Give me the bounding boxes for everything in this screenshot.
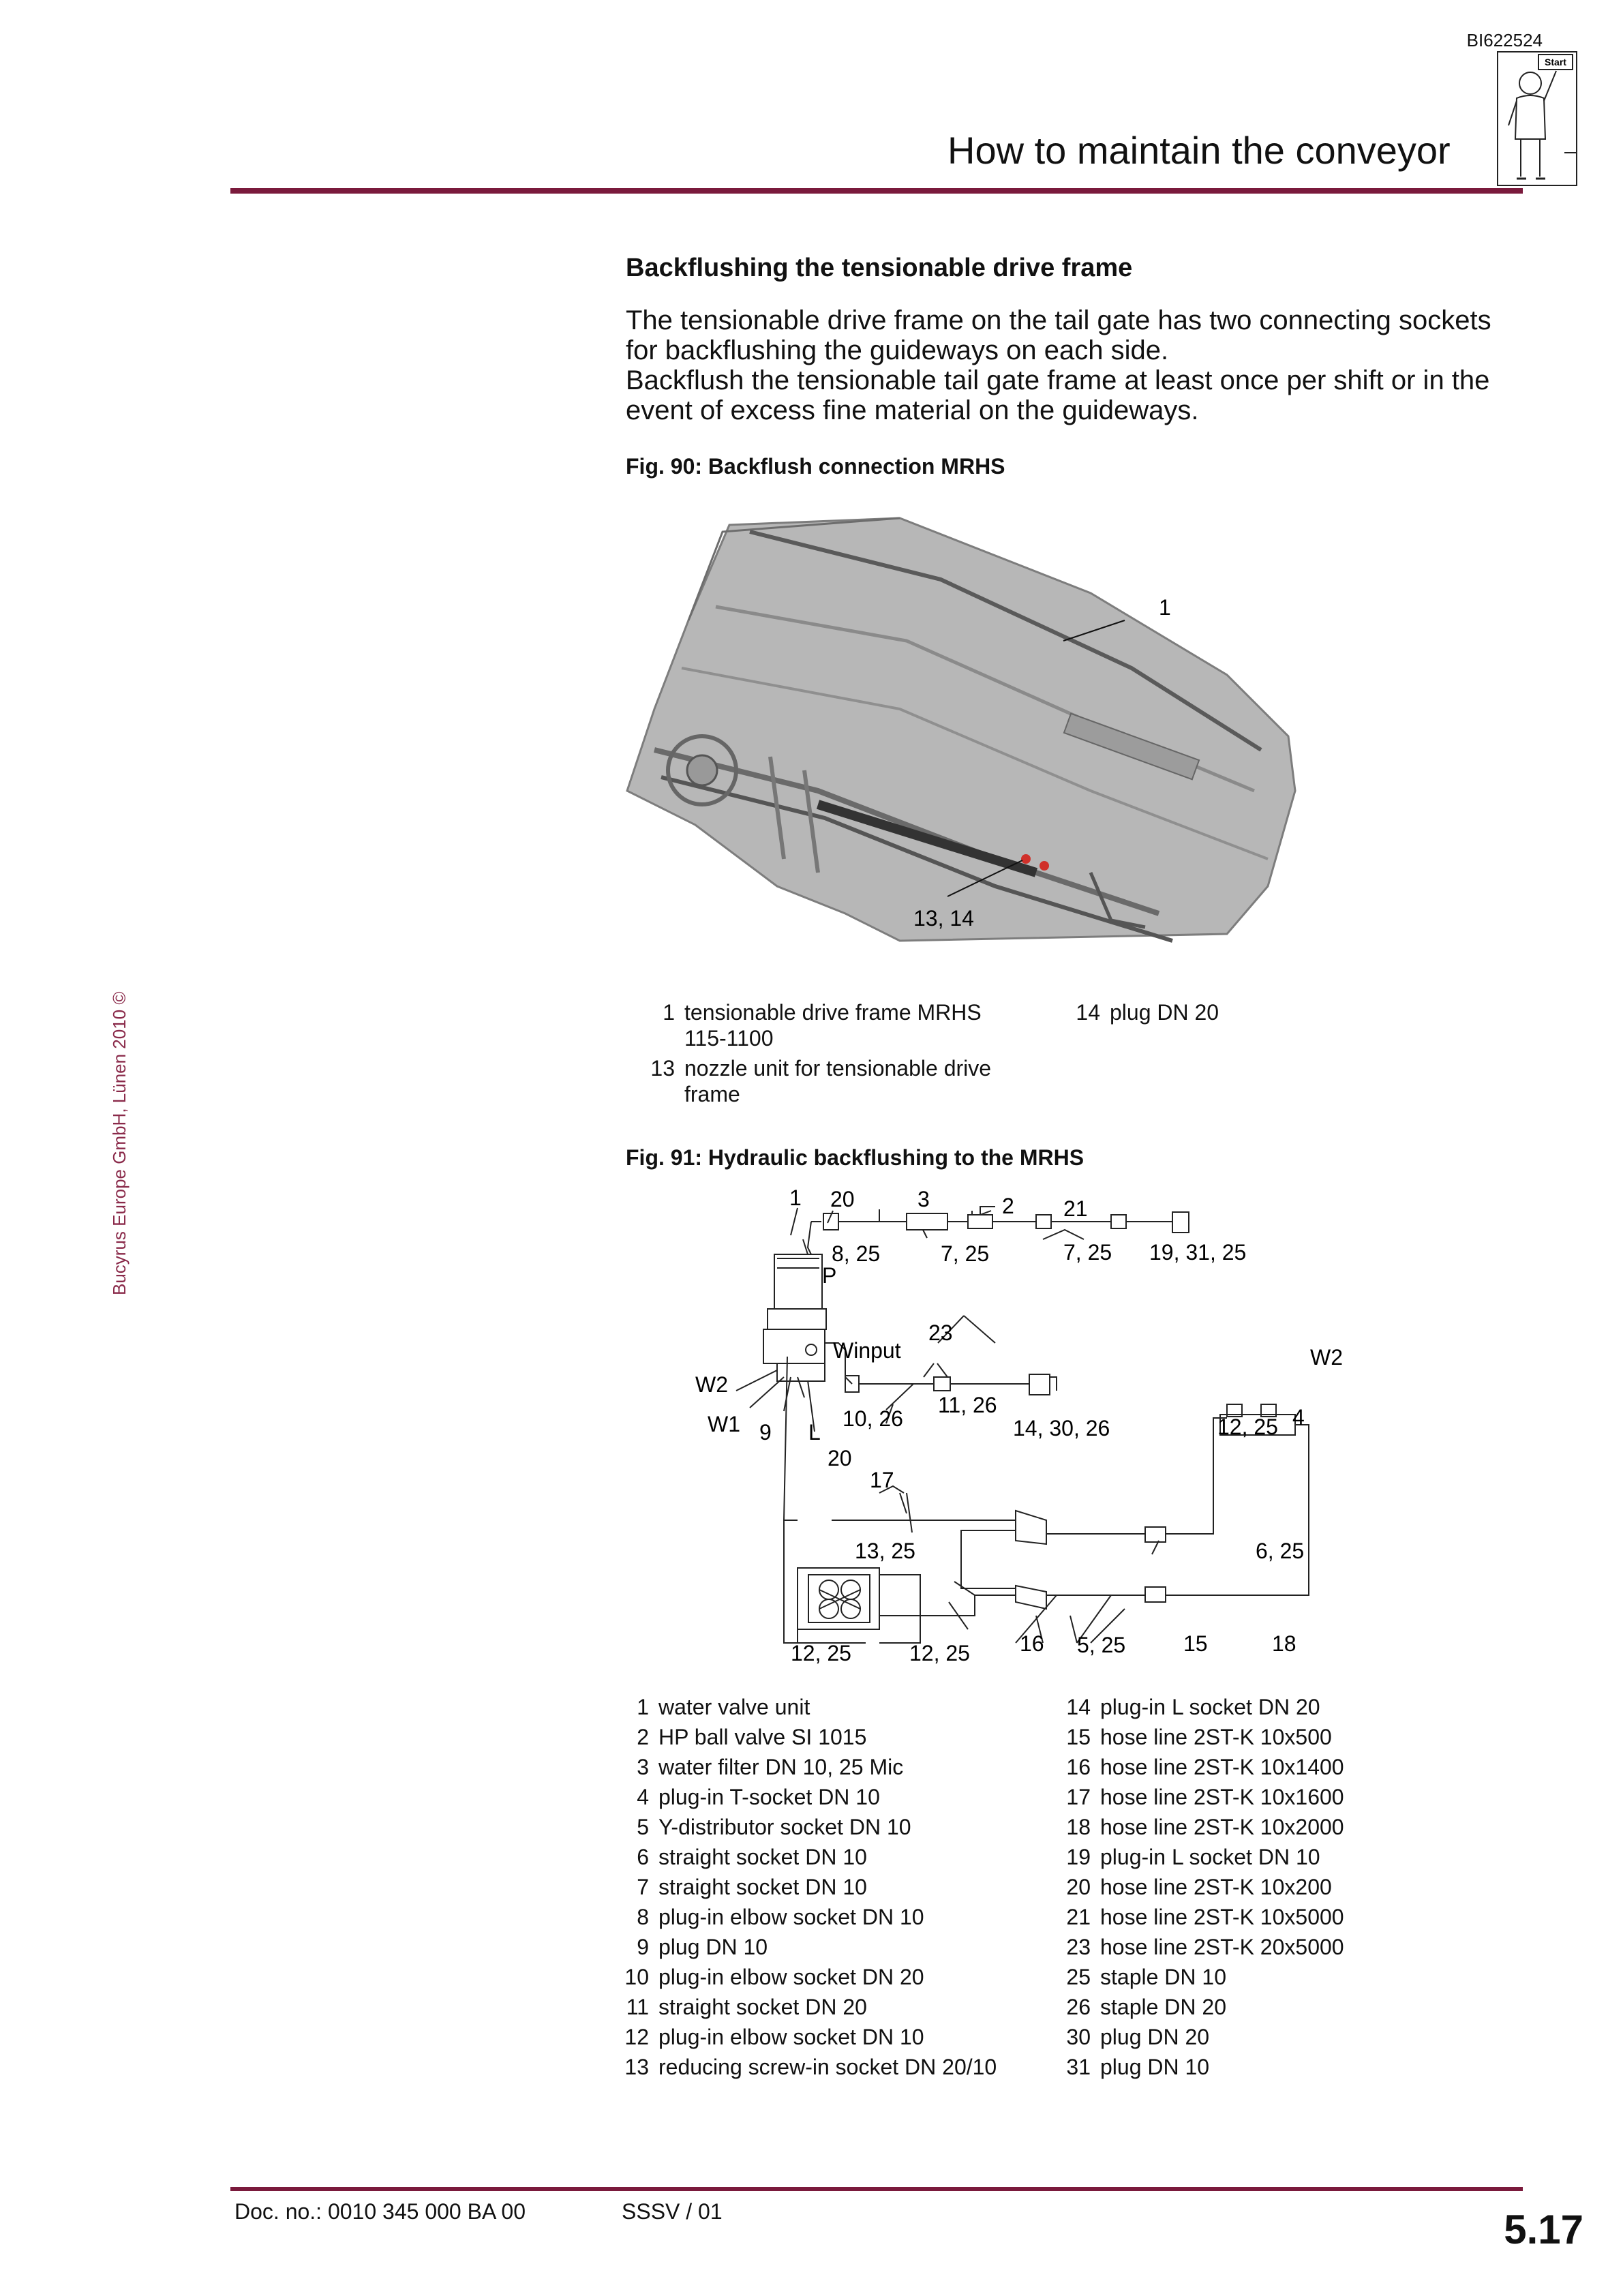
label-winput: Winput: [833, 1338, 901, 1363]
figure-91-legend-left: [600, 1692, 1013, 2082]
label-5-25: 5, 25: [1077, 1633, 1126, 1657]
label-20: 20: [830, 1187, 855, 1211]
legend-item: 10 plug-in elbow socket DN 20: [624, 1965, 924, 1989]
legend-item: 2 HP ball valve SI 1015: [637, 1725, 867, 1749]
figure-91-legend-right: [1058, 1692, 1455, 2082]
legend-item: 9 plug DN 10: [637, 1935, 768, 1959]
legend-item: 30 plug DN 20: [1066, 2025, 1210, 2049]
legend-item: 23 hose line 2ST-K 20x5000: [1066, 1935, 1344, 1959]
legend-item: 12 plug-in elbow socket DN 10: [624, 2025, 924, 2049]
label-w2: W2: [695, 1372, 728, 1397]
body-text: [626, 305, 1512, 425]
nozzle-marker: [1021, 854, 1031, 864]
figure-90-drawing: [613, 504, 1336, 982]
label-2: 2: [1002, 1194, 1014, 1218]
figure-91-schematic: [675, 1173, 1411, 1684]
legend-item: 31 plug DN 10: [1066, 2055, 1210, 2079]
label-13-14: 13, 14: [913, 906, 974, 931]
legend-item: 13 reducing screw-in socket DN 20/10: [624, 2055, 997, 2079]
legend-item: 7 straight socket DN 10: [637, 1875, 867, 1899]
label-19-31-25: 19, 31, 25: [1149, 1240, 1247, 1265]
legend-item: 19 plug-in L socket DN 10: [1066, 1845, 1320, 1869]
label-1: 1: [1159, 595, 1171, 620]
document-id: BI622524: [1466, 30, 1543, 50]
label-15: 15: [1183, 1631, 1208, 1656]
section-heading: Backflushing the tensionable drive frame: [626, 254, 1133, 282]
label-12-25: 12, 25: [1217, 1415, 1278, 1439]
start-label: Start: [1545, 57, 1566, 67]
legend-item: 14 plug DN 20: [1076, 1000, 1219, 1025]
revision-code: SSSV / 01: [622, 2199, 723, 2224]
nozzle-marker: [1040, 861, 1049, 871]
legend-item: 6 straight socket DN 10: [637, 1845, 867, 1869]
legend-item: 3 water filter DN 10, 25 Mic: [637, 1755, 904, 1779]
label-12-25: 12, 25: [791, 1641, 851, 1665]
legend-item: 15 hose line 2ST-K 10x500: [1066, 1725, 1332, 1749]
legend-item: 13 nozzle unit for tensionable drive frame: [650, 1056, 992, 1106]
label-12-25: 12, 25: [909, 1641, 970, 1665]
label-14-30-26: 14, 30, 26: [1013, 1416, 1110, 1440]
label-10-26: 10, 26: [843, 1406, 903, 1431]
label-4: 4: [1292, 1405, 1305, 1430]
label-w1: W1: [708, 1412, 740, 1436]
document-number: Doc. no.: 0010 345 000 BA 00: [234, 2199, 526, 2224]
legend-item: 16 hose line 2ST-K 10x1400: [1066, 1755, 1344, 1779]
copyright-notice: Bucyrus Europe GmbH, Lünen 2010 ©: [109, 991, 130, 1295]
label-18: 18: [1272, 1631, 1296, 1656]
start-person-icon: [1496, 50, 1578, 187]
legend-item: 20 hose line 2ST-K 10x200: [1066, 1875, 1332, 1899]
label-w2-right: W2: [1310, 1345, 1343, 1370]
legend-item: 5 Y-distributor socket DN 10: [637, 1815, 911, 1839]
legend-item: 1 tensionable drive frame MRHS 115-1100: [663, 1000, 982, 1051]
figure-91-caption: Fig. 91: Hydraulic backflushing to the MRHS: [626, 1145, 1084, 1170]
label-8-25: 8, 25: [832, 1241, 881, 1266]
paragraph-1: The tensionable drive frame on the tail gate has two connecting sockets for backflushing the guideways on each side.: [626, 305, 1491, 365]
figure-90-legend-left: [626, 999, 1039, 1111]
label-1: 1: [789, 1185, 802, 1210]
label-3: 3: [917, 1187, 930, 1211]
label-7-25: 7, 25: [941, 1241, 990, 1266]
legend-item: 17 hose line 2ST-K 10x1600: [1066, 1785, 1344, 1809]
legend-item: 11 straight socket DN 20: [626, 1995, 867, 2019]
header-divider: [230, 188, 1523, 194]
label-9: 9: [759, 1420, 772, 1445]
figure-90-caption: Fig. 90: Backflush connection MRHS: [626, 454, 1005, 479]
legend-item: 8 plug-in elbow socket DN 10: [637, 1905, 924, 1929]
label-17: 17: [870, 1468, 894, 1492]
label-p: P: [822, 1263, 837, 1288]
legend-item: 4 plug-in T-socket DN 10: [637, 1785, 880, 1809]
figure-90-legend-right: [1067, 999, 1464, 1025]
label-11-26: 11, 26: [938, 1393, 997, 1417]
label-20: 20: [828, 1446, 852, 1470]
page-title: How to maintain the conveyor: [947, 129, 1451, 172]
legend-item: 25 staple DN 10: [1066, 1965, 1226, 1989]
legend-item: 18 hose line 2ST-K 10x2000: [1066, 1815, 1344, 1839]
page-number: 5.17: [1504, 2207, 1583, 2252]
legend-item: 1 water valve unit: [637, 1695, 810, 1719]
label-21: 21: [1063, 1196, 1088, 1221]
legend-item: 26 staple DN 20: [1066, 1995, 1226, 2019]
label-6-25: 6, 25: [1256, 1539, 1305, 1563]
label-l: L: [808, 1420, 821, 1445]
label-13-25: 13, 25: [855, 1539, 915, 1563]
footer-divider: [230, 2187, 1523, 2191]
paragraph-2: Backflush the tensionable tail gate frame at least once per shift or in the event of excess fine material on the guideways.: [626, 365, 1490, 425]
label-16: 16: [1020, 1631, 1044, 1656]
legend-item: 14 plug-in L socket DN 20: [1066, 1695, 1320, 1719]
label-7-25: 7, 25: [1063, 1240, 1112, 1265]
legend-item: 21 hose line 2ST-K 10x5000: [1066, 1905, 1344, 1929]
label-23: 23: [928, 1320, 953, 1345]
